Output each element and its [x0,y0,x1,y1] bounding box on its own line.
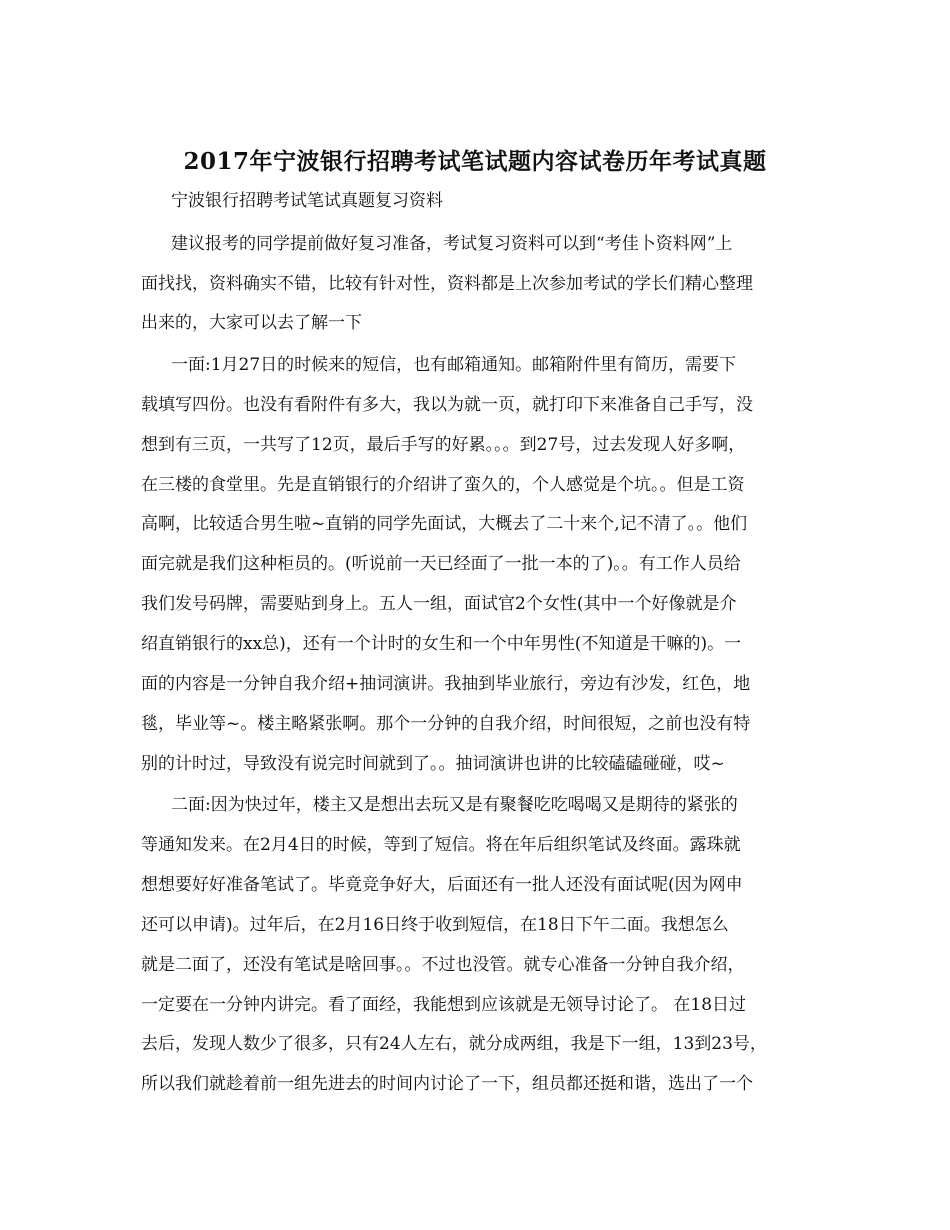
text-line: 所以我们就趁着前一组先进去的时间内讨论了一下，组员都还挺和谐，选出了一个 [141,1074,753,1094]
text-line: 在三楼的食堂里。先是直销银行的介绍讲了蛮久的，个人感觉是个坑。。但是工资 [141,475,745,495]
text-line: 绍直销银行的xx总)，还有一个计时的女生和一个中年男性(不知道是干嘛的)。一 [141,634,742,654]
text-line: 一定要在一分钟内讲完。看了面经，我能想到应该就是无领导讨论了。 在18日过 [141,995,747,1015]
text-line: 就是二面了，还没有笔试是啥回事。。不过也没管。就专心准备一分钟自我介绍， [141,955,745,975]
text-line: 想想要好好准备笔试了。毕竟竞争好大，后面还有一批人还没有面试呢(因为网申 [141,875,743,895]
text-line: 建议报考的同学提前做好复习准备，考试复习资料可以到“考佳卜资料网”上 [171,234,733,254]
text-line: 宁波银行招聘考试笔试真题复习资料 [171,191,443,211]
text-line: 等通知发来。在2月4日的时候，等到了短信。将在年后组织笔试及终面。露珠就 [141,835,741,855]
text-line: 载填写四份。也没有看附件有多大，我以为就一页，就打印下来准备自己手写，没 [141,395,753,415]
text-line: 去后，发现人数少了很多，只有24人左右，就分成两组，我是下一组，13到23号， [141,1034,767,1054]
text-line: 想到有三页，一共写了12页，最后手写的好累。。。到27号，过去发现人好多啊， [141,435,746,455]
text-line: 高啊，比较适合男生啦~直销的同学先面试，大概去了二十来个,记不清了。。他们 [141,514,748,534]
text-line: 还可以申请)。过年后，在2月16日终于收到短信，在18日下午二面。我想怎么 [141,915,729,935]
text-line: 面找找，资料确实不错，比较有针对性，资料都是上次参加考试的学长们精心整理 [141,274,753,294]
text-line: 面完就是我们这种柜员的。(听说前一天已经面了一批一本的了)。。有工作人员给 [141,554,741,574]
text-line: 别的计时过，导致没有说完时间就到了。。抽词演讲也讲的比较磕磕碰碰，哎~ [141,754,725,774]
text-line: 毯，毕业等~。楼主略紧张啊。那个一分钟的自我介绍，时间很短，之前也没有特 [141,714,751,734]
text-line: 二面:因为快过年，楼主又是想出去玩又是有聚餐吃吃喝喝又是期待的紧张的 [171,795,738,815]
text-line: 出来的，大家可以去了解一下 [141,313,362,333]
text-line: 一面:1月27日的时候来的短信，也有邮箱通知。邮箱附件里有简历，需要下 [171,355,737,375]
text-line: 面的内容是一分钟自我介绍+抽词演讲。我抽到毕业旅行，旁边有沙发，红色，地 [141,674,751,694]
document-title: 2017年宁波银行招聘考试笔试题内容试卷历年考试真题 [183,148,767,175]
text-line: 我们发号码牌，需要贴到身上。五人一组，面试官2个女性(其中一个好像就是介 [141,594,737,614]
